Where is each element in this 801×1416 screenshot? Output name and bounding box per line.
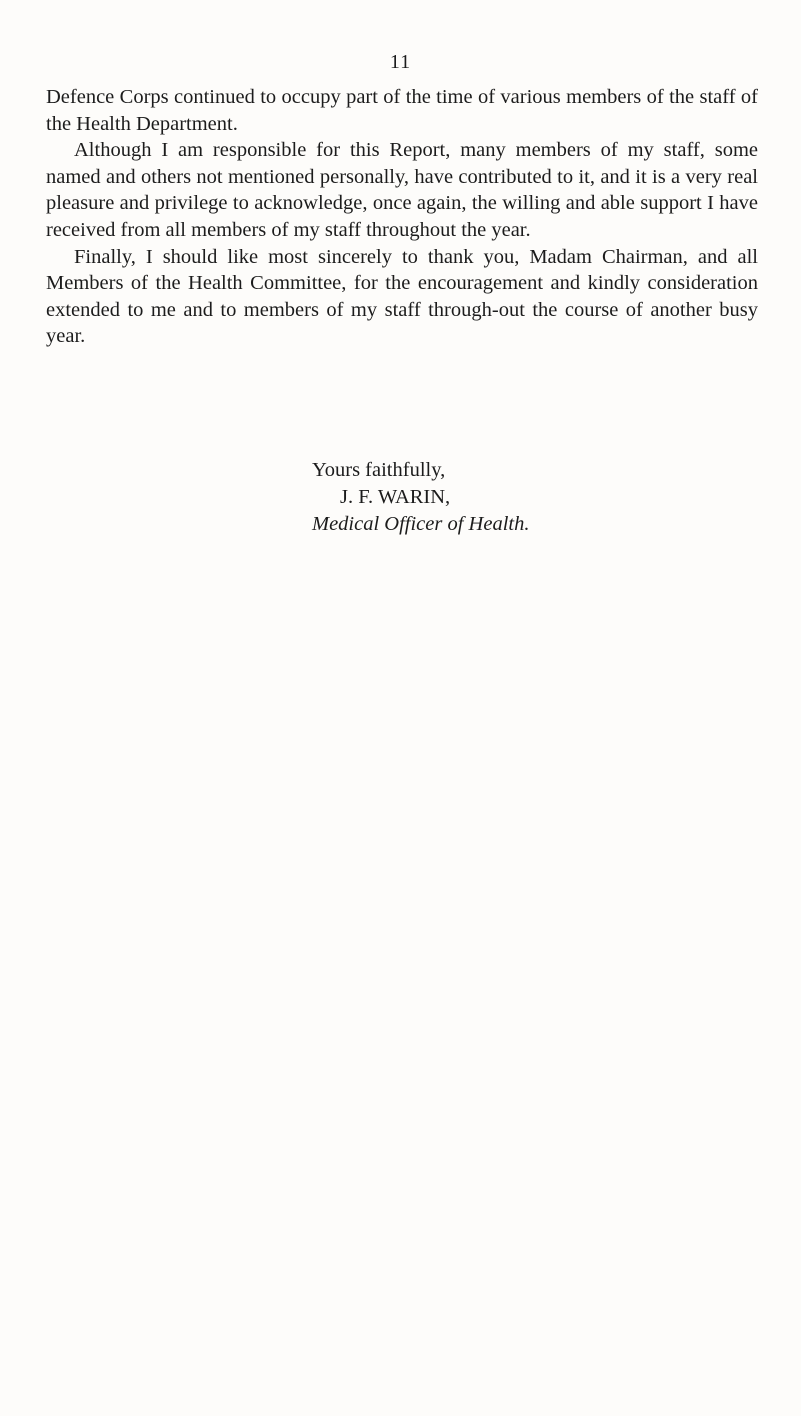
page-number: 11 xyxy=(389,51,412,73)
signatory-name: J. F. WARIN, xyxy=(340,486,451,508)
paragraph-continuation: Defence Corps continued to occupy part of the time of various members of the staff of the Health Department. xyxy=(46,86,758,135)
signatory-title: Medical Officer of Health. xyxy=(312,513,530,535)
closing-salutation: Yours faithfully, xyxy=(312,459,446,481)
paragraph-thanks: Finally, I should like most sincerely to thank you, Madam Chairman, and all Members of the Health Committee, for the encouragement and kindly consideration extended to me and to members of my staff through-out the course of another busy year. xyxy=(46,245,758,348)
paragraph-acknowledgement: Although I am responsible for this Report, many members of my staff, some named and others not mentioned personally, have contributed to it, and it is a very real pleasure and privilege to acknowledge, once again, the willing and able support I have received from all members of my staff throughout the year. xyxy=(46,139,758,241)
letter-body xyxy=(46,84,758,350)
